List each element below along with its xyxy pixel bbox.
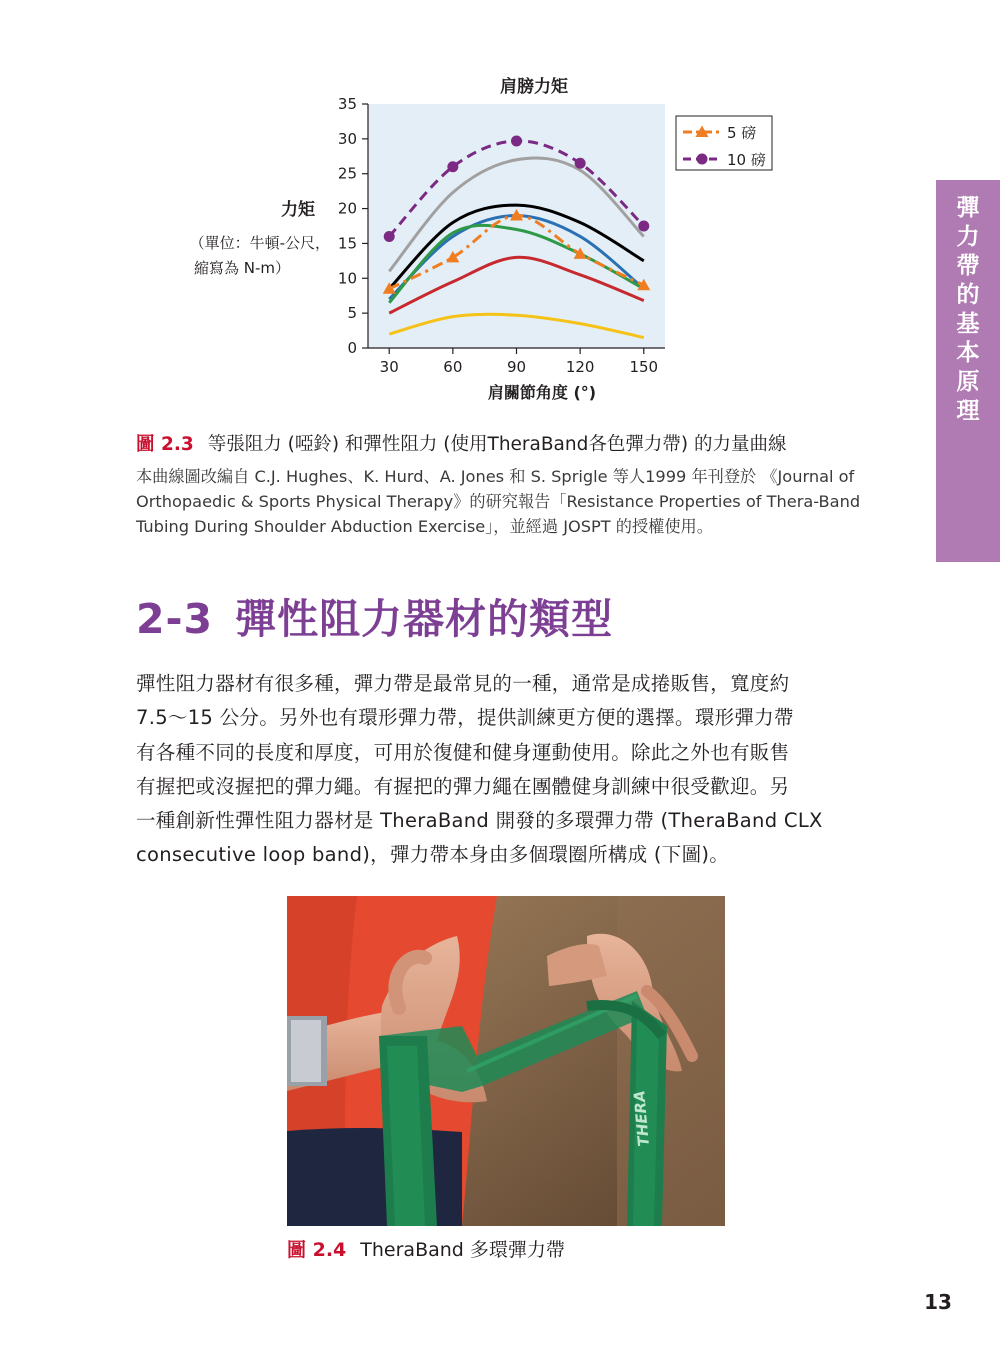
figure-2-4-caption [287,1235,565,1262]
section-heading [136,586,613,645]
y-tick-label: 5 [347,304,357,323]
y-axis-unit-line-2: 縮寫為 N-m） [193,259,290,277]
y-tick-label: 20 [337,199,357,218]
chapter-tab-char: 力 [956,224,980,250]
section-title: 彈性阻力器材的類型 [235,595,614,643]
x-tick-label: 30 [379,358,399,376]
data-point-marker [384,231,395,242]
legend-label: 5 磅 [727,124,757,142]
section-number: 2-3 [136,595,214,643]
body-line: 一種創新性彈性阻力器材是 TheraBand 開發的多環彈力帶 (TheraBand CLX [136,809,823,833]
figure-2-3-caption [136,432,876,458]
y-tick-label: 0 [347,339,357,357]
x-tick-label: 90 [506,358,527,376]
y-tick-label: 15 [337,234,357,253]
body-line: consecutive loop band)，彈力帶本身由多個環圈所構成 (下圖)。 [136,843,730,867]
credit-line: 本曲線圖改編自 C.J. Hughes、K. Hurd、A. Jones 和 S. Sprigle 等人1999 年刊登於 《Journal of [136,467,855,486]
chapter-tab-char: 彈 [956,195,980,221]
x-tick-label: 150 [629,358,659,376]
chapter-tab-char: 基 [956,311,980,337]
data-point-marker [575,158,586,169]
figure-caption-text: 等張阻力 (啞鈴) 和彈性阻力 (使用TheraBand各色彈力帶) 的力量曲線 [207,434,787,455]
chapter-side-tab [936,180,1000,562]
x-axis-label: 肩關節角度 (°) [487,383,597,402]
chart-legend [676,116,772,170]
figure-caption-text: TheraBand 多環彈力帶 [360,1239,565,1261]
data-point-marker [638,221,649,232]
legend-marker [697,154,708,165]
body-line: 7.5～15 公分。另外也有環形彈力帶，提供訓練更方便的選擇。環形彈力帶 [136,706,794,730]
y-tick-label: 10 [337,269,357,288]
figure-credit [136,464,876,539]
theraband-photo [287,896,725,1226]
torque-curve-chart [0,60,880,420]
body-line: 有握把或沒握把的彈力繩。有握把的彈力繩在團體健身訓練中很受歡迎。另 [136,774,790,798]
data-point-marker [447,161,458,172]
x-tick-label: 120 [565,358,595,376]
figure-number: 圖 2.3 [136,434,194,455]
legend-label: 10 磅 [727,151,766,169]
chapter-tab-char: 原 [956,369,980,395]
chart-title: 肩膀力矩 [500,77,568,97]
credit-line: Tubing During Shoulder Abduction Exercise」，並經過 JOSPT 的授權使用。 [136,517,713,536]
body-paragraph [136,667,876,873]
page-number: 13 [924,1290,952,1314]
figure-number: 圖 2.4 [287,1239,347,1261]
data-point-marker [511,135,522,146]
body-line: 有各種不同的長度和厚度，可用於復健和健身運動使用。除此之外也有販售 [136,740,790,764]
chapter-tab-char: 帶 [956,253,980,279]
credit-line: Orthopaedic & Sports Physical Therapy》的研究報告「Resistance Properties of Thera-Band [136,492,861,511]
x-tick-label: 60 [443,358,463,376]
chapter-tab-char: 的 [956,282,980,308]
chapter-tab-char: 本 [956,340,980,366]
y-axis-unit-line-1: （單位：牛頓-公尺， [189,234,330,252]
y-axis-label: 力矩 [281,200,315,220]
band-print-text: THERA [630,1089,653,1148]
y-tick-label: 25 [337,164,357,183]
chapter-tab-char: 理 [956,398,980,424]
y-tick-label: 30 [337,129,357,148]
y-tick-label: 35 [337,95,357,113]
body-line: 彈性阻力器材有很多種，彈力帶是最常見的一種，通常是成捲販售，寬度約 [136,672,790,695]
